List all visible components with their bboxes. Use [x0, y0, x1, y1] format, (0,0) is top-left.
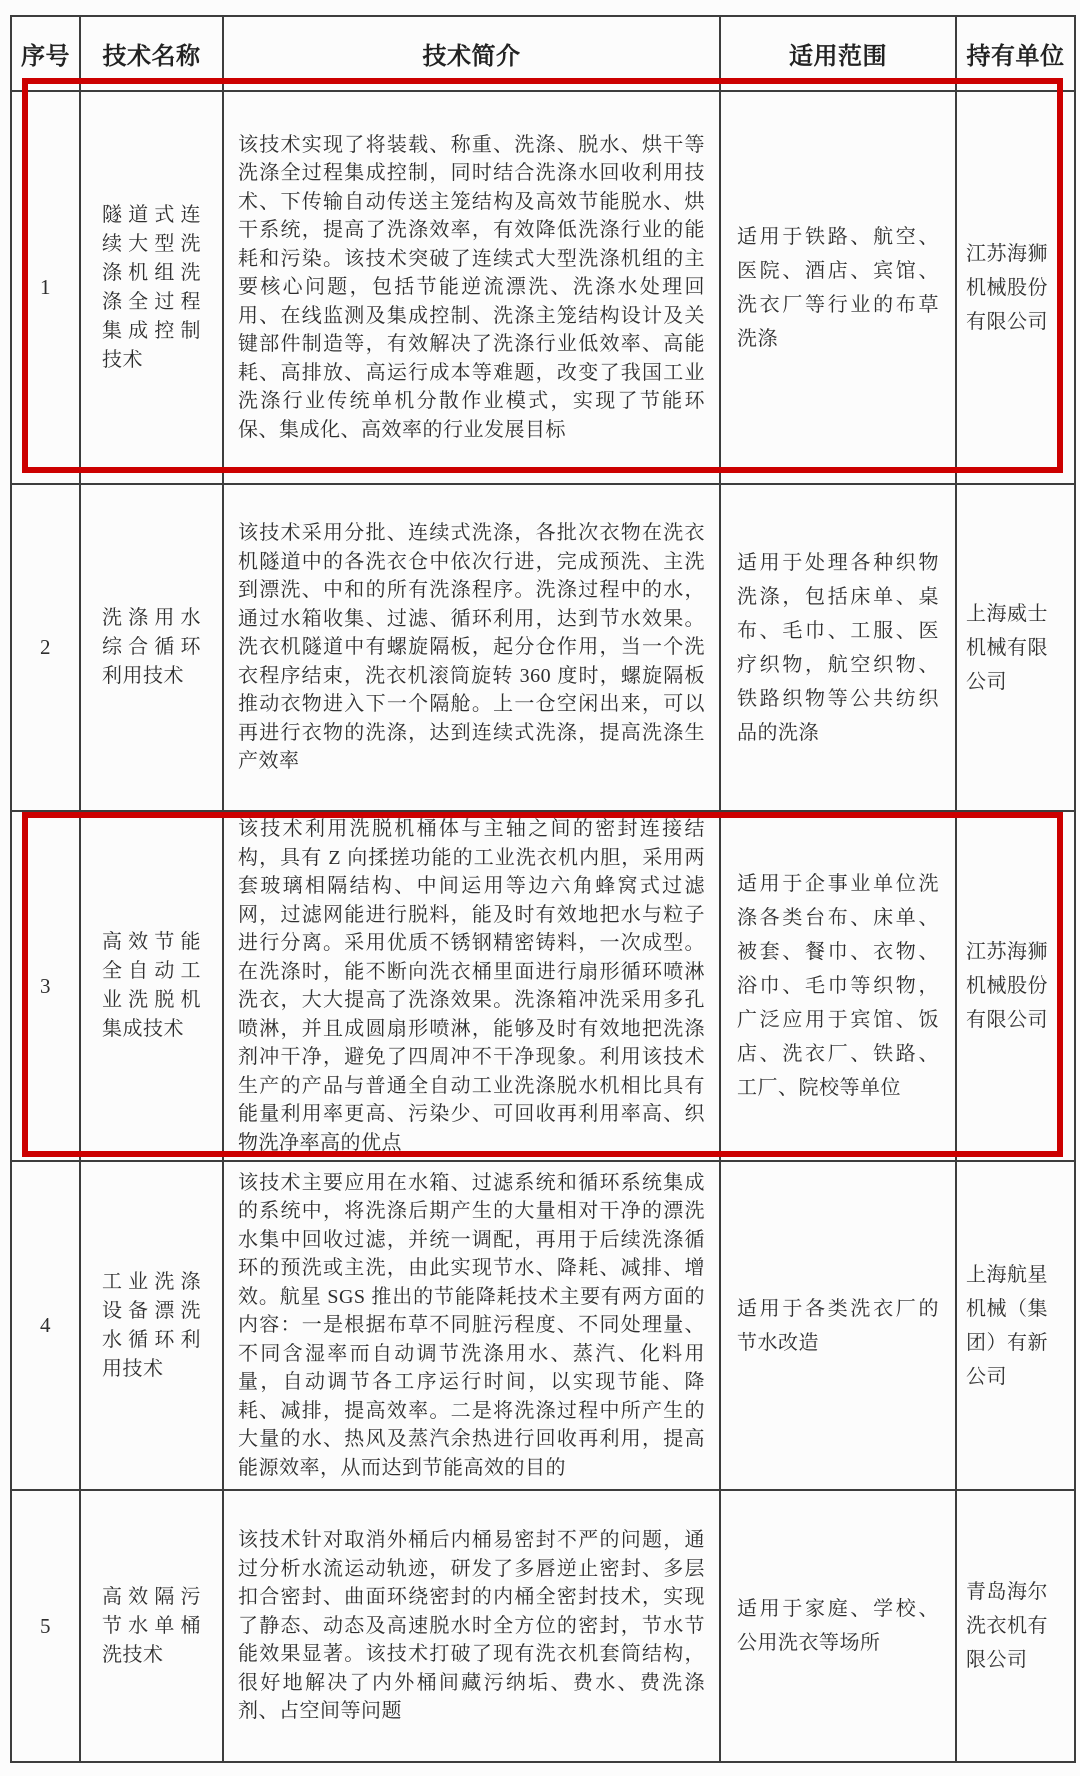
- row-2-scope: 适用于处理各种织物洗涤，包括床单、桌布、毛巾、工服、医疗织物，航空织物、铁路织物等公共纺织品的洗涤: [720, 484, 956, 811]
- row-5-holder: 青岛海尔洗衣机有限公司: [956, 1490, 1075, 1762]
- row-4-tech-name: 工业洗涤设备漂洗水循环利用技术: [80, 1161, 223, 1490]
- row-3-serial-number: 3: [11, 811, 80, 1161]
- row-4-serial-number: 4: [11, 1161, 80, 1490]
- row-2-tech-brief: 该技术采用分批、连续式洗涤，各批次衣物在洗衣机隧道中的各洗衣仓中依次行进，完成预洗、主洗到漂洗、中和的所有洗涤程序。洗涤过程中的水，通过水箱收集、过滤、循环利用，达到节水效果。洗衣机隧道中有螺旋隔板，起分仓作用，当一个洗衣程序结束，洗衣机滚筒旋转 360 度时，螺旋隔板推动衣物进入下一个隔舱。上一仓空闲出来，可以再进行衣物的洗涤，达到连续式洗涤，提高洗涤生产效率: [223, 484, 720, 811]
- table-row-2: [11, 484, 1075, 811]
- row-4-holder: 上海航星机械（集团）有新公司: [956, 1161, 1075, 1490]
- table-header-row: [11, 16, 1075, 91]
- row-1-tech-brief: 该技术实现了将装载、称重、洗涤、脱水、烘干等洗涤全过程集成控制，同时结合洗涤水回收利用技术、下传输自动传送主笼结构及高效节能脱水、烘干系统，提高了洗涤效率，有效降低洗涤行业的能耗和污染。该技术突破了连续式大型洗涤机组的主要核心问题，包括节能逆流漂洗、洗涤水处理回用、在线监测及集成控制、洗涤主笼结构设计及关键部件制造等，有效解决了洗涤行业低效率、高能耗、高排放、高运行成本等难题，改变了我国工业洗涤行业传统单机分散作业模式，实现了节能环保、集成化、高效率的行业发展目标: [223, 91, 720, 484]
- row-4-scope: 适用于各类洗衣厂的节水改造: [720, 1161, 956, 1490]
- row-5-tech-name: 高效隔污节水单桶洗技术: [80, 1490, 223, 1762]
- table-row-3: [11, 811, 1075, 1161]
- row-1-holder: 江苏海狮机械股份有限公司: [956, 91, 1075, 484]
- row-5-tech-brief: 该技术针对取消外桶后内桶易密封不严的问题，通过分析水流运动轨迹，研发了多唇逆止密封、多层扣合密封、曲面环绕密封的内桶全密封技术，实现了静态、动态及高速脱水时全方位的密封，节水节能效果显著。该技术打破了现有洗衣机套筒结构，很好地解决了内外桶间藏污纳垢、费水、费洗涤剂、占空间等问题: [223, 1490, 720, 1762]
- row-3-tech-brief: 该技术利用洗脱机桶体与主轴之间的密封连接结构，具有 Z 向揉搓功能的工业洗衣机内胆，采用两套玻璃相隔结构、中间运用等边六角蜂窝式过滤网，过滤网能进行脱料，能及时有效地把水与粒子进行分离。采用优质不锈钢精密铸料，一次成型。在洗涤时，能不断向洗衣桶里面进行扇形循环喷淋洗衣，大大提高了洗涤效果。洗涤箱冲洗采用多孔喷淋，并且成圆扇形喷淋，能够及时有效地把洗涤剂冲干净，避免了四周冲不干净现象。利用该技术生产的产品与普通全自动工业洗涤脱水机相比具有能量利用率更高、污染少、可回收再利用率高、织物洗净率高的优点: [223, 811, 720, 1161]
- row-2-tech-name: 洗涤用水综合循环利用技术: [80, 484, 223, 811]
- row-5-serial-number: 5: [11, 1490, 80, 1762]
- col-header-tech-brief: 技术简介: [223, 16, 720, 91]
- col-header-tech-name: 技术名称: [80, 16, 223, 91]
- table-row-5: [11, 1490, 1075, 1762]
- row-4-tech-brief: 该技术主要应用在水箱、过滤系统和循环系统集成的系统中，将洗涤后期产生的大量相对干净的漂洗水集中回收过滤，并统一调配，再用于后续洗涤循环的预洗或主洗，由此实现节水、降耗、减排、增效。航星 SGS 推出的节能降耗技术主要有两方面的内容：一是根据布草不同脏污程度、不同处理量、不同含湿率而自动调节洗涤用水、蒸汽、化料用量，自动调节各工序运行时间，以实现节能、降耗、减排，提高效率。二是将洗涤过程中所产生的大量的水、热风及蒸汽余热进行回收再利用，提高能源效率，从而达到节能高效的目的: [223, 1161, 720, 1490]
- row-5-scope: 适用于家庭、学校、公用洗衣等场所: [720, 1490, 956, 1762]
- col-header-scope: 适用范围: [720, 16, 956, 91]
- col-header-holder: 持有单位: [956, 16, 1075, 91]
- row-3-holder: 江苏海狮机械股份有限公司: [956, 811, 1075, 1161]
- row-1-serial-number: 1: [11, 91, 80, 484]
- col-header-serial-number: 序号: [11, 16, 80, 91]
- row-1-tech-name: 隧道式连续大型洗涤机组洗涤全过程集成控制技术: [80, 91, 223, 484]
- row-2-serial-number: 2: [11, 484, 80, 811]
- technology-table: [10, 15, 1076, 1763]
- row-3-scope: 适用于企事业单位洗涤各类台布、床单、被套、餐巾、衣物、浴巾、毛巾等织物，广泛应用于宾馆、饭店、洗衣厂、铁路、工厂、院校等单位: [720, 811, 956, 1161]
- table-row-1: [11, 91, 1075, 484]
- row-1-scope: 适用于铁路、航空、医院、酒店、宾馆、洗衣厂等行业的布草洗涤: [720, 91, 956, 484]
- row-2-holder: 上海威士机械有限公司: [956, 484, 1075, 811]
- row-3-tech-name: 高效节能全自动工业洗脱机集成技术: [80, 811, 223, 1161]
- table-row-4: [11, 1161, 1075, 1490]
